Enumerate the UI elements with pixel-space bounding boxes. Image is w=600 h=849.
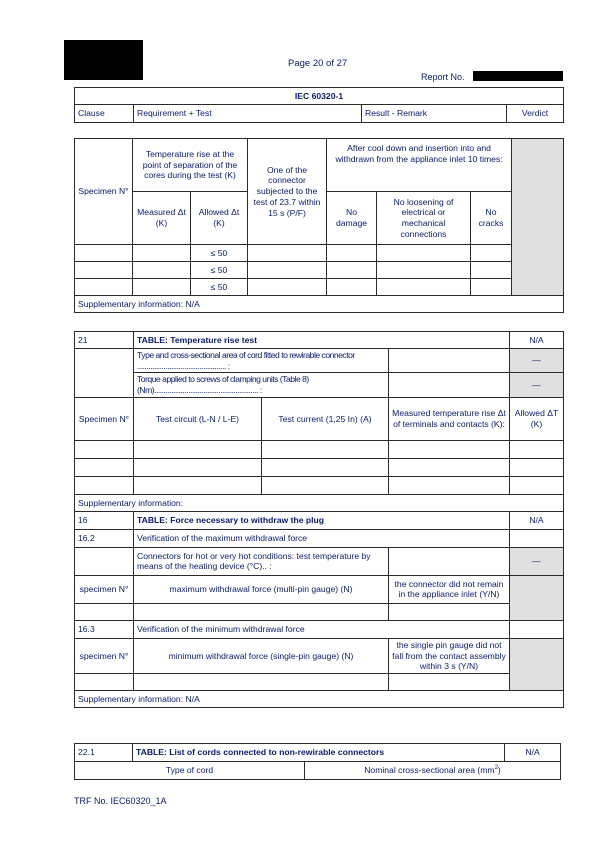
verdict-22-1: N/A bbox=[505, 744, 561, 762]
h-after-cool: After cool down and insertion into and withdrawn from the appliance inlet 10 times: bbox=[327, 139, 512, 192]
h21-specimen: Specimen N° bbox=[75, 397, 134, 440]
h-allowed: Allowed Δt (K) bbox=[191, 192, 248, 245]
col-verdict: Verdict bbox=[507, 105, 564, 123]
table-21-title: TABLE: Temperature rise test bbox=[134, 332, 510, 349]
hot-conditions: Connectors for hot or very hot conditions: test temperature by means of the heating device (°C).. : bbox=[134, 547, 389, 575]
h-measured: Measured Δt (K) bbox=[133, 192, 191, 245]
supplementary-21: Supplementary information: bbox=[75, 494, 564, 511]
report-label: Report No. bbox=[421, 72, 465, 82]
table-row bbox=[75, 440, 564, 458]
table-row bbox=[75, 262, 564, 279]
supplementary-16: Supplementary information: N/A bbox=[75, 691, 564, 708]
h-no-damage: No damage bbox=[327, 192, 377, 245]
h21-allowed: Allowed ΔT (K) bbox=[510, 397, 564, 440]
verdict-21: N/A bbox=[510, 332, 564, 349]
col-clause: Clause bbox=[75, 105, 134, 123]
table-row bbox=[75, 245, 564, 262]
h16-max-result: the connector did not remain in the appliance inlet (Y/N) bbox=[389, 575, 510, 603]
logo-redaction bbox=[64, 40, 143, 80]
table-21-16 bbox=[74, 331, 564, 708]
table-row bbox=[75, 458, 564, 476]
h-specimen: Specimen N° bbox=[75, 139, 133, 245]
supplementary-info: Supplementary information: N/A bbox=[75, 296, 564, 313]
grey-cell bbox=[510, 638, 564, 690]
table-row bbox=[75, 476, 564, 494]
h-type-of-cord: Type of cord bbox=[75, 762, 305, 780]
h-no-cracks: No cracks bbox=[471, 192, 512, 245]
allowed-value: ≤ 50 bbox=[191, 279, 248, 296]
clause-21: 21 bbox=[75, 332, 134, 349]
table-16-title: TABLE: Force necessary to withdraw the plug bbox=[134, 511, 510, 529]
h-connector-test: One of the connector subjected to the test of 23.7 within 15 s (P/F) bbox=[248, 139, 327, 245]
header-table bbox=[74, 87, 564, 123]
clause-16-3: 16.3 bbox=[75, 620, 134, 638]
trf-number: TRF No. IEC60320_1A bbox=[74, 796, 167, 806]
grey-cell bbox=[510, 575, 564, 620]
h16-specimen-min: specimen N° bbox=[75, 638, 134, 673]
grey-cell bbox=[512, 139, 564, 296]
table-22-1 bbox=[74, 743, 561, 780]
h-temp-rise: Temperature rise at the point of separation of the cores during the test (K) bbox=[133, 139, 248, 192]
allowed-value: ≤ 50 bbox=[191, 245, 248, 262]
clause-22-1: 22.1 bbox=[75, 744, 133, 762]
h-nominal-area: Nominal cross-sectional area $(mm^2)$ bbox=[305, 762, 561, 780]
h16-min-force: minimum withdrawal force (single-pin gauge) (N) bbox=[134, 638, 389, 673]
h21-measured: Measured temperature rise Δt of terminals and contacts (K): bbox=[389, 397, 510, 440]
h16-min-result: the single pin gauge did not fall from the contact assembly within 3 s (Y/N) bbox=[389, 638, 510, 673]
clause-16-2: 16.2 bbox=[75, 529, 134, 547]
h16-specimen: specimen N° bbox=[75, 575, 134, 603]
verdict-16: N/A bbox=[510, 511, 564, 529]
max-force-title: Verification of the maximum withdrawal force bbox=[134, 529, 510, 547]
table-row bbox=[75, 603, 564, 620]
report-number-redaction bbox=[473, 71, 563, 81]
table-row bbox=[75, 674, 564, 691]
page-number: Page 20 of 27 bbox=[288, 58, 348, 69]
q-cord-type: Type and cross-sectional area of cord fitted to rewirable connector ............................................... : bbox=[134, 349, 389, 373]
allowed-value: ≤ 50 bbox=[191, 262, 248, 279]
h16-max-force: maximum withdrawal force (multi-pin gauge) (N) bbox=[134, 575, 389, 603]
h21-circuit: Test circuit (L-N / L-E) bbox=[134, 397, 262, 440]
table-22-1-title: TABLE: List of cords connected to non-rewirable connectors bbox=[133, 744, 505, 762]
q-torque-verdict: — bbox=[510, 373, 564, 397]
col-requirement: Requirement + Test bbox=[134, 105, 362, 123]
h21-current: Test current (1,25 In) (A) bbox=[262, 397, 389, 440]
q-torque: Torque applied to screws of clamping units (Table 8) (Nm)....................................................... : bbox=[134, 373, 389, 397]
hot-conditions-verdict: — bbox=[510, 547, 564, 575]
table-row bbox=[75, 279, 564, 296]
clause-16: 16 bbox=[75, 511, 134, 529]
min-force-title: Verification of the minimum withdrawal force bbox=[134, 620, 510, 638]
col-result: Result - Remark bbox=[362, 105, 507, 123]
temp-rise-table bbox=[74, 138, 564, 313]
standard-title: IEC 60320-1 bbox=[75, 88, 564, 105]
h-no-loosening: No loosening of electrical or mechanical connections bbox=[377, 192, 471, 245]
q-cord-type-verdict: — bbox=[510, 349, 564, 373]
